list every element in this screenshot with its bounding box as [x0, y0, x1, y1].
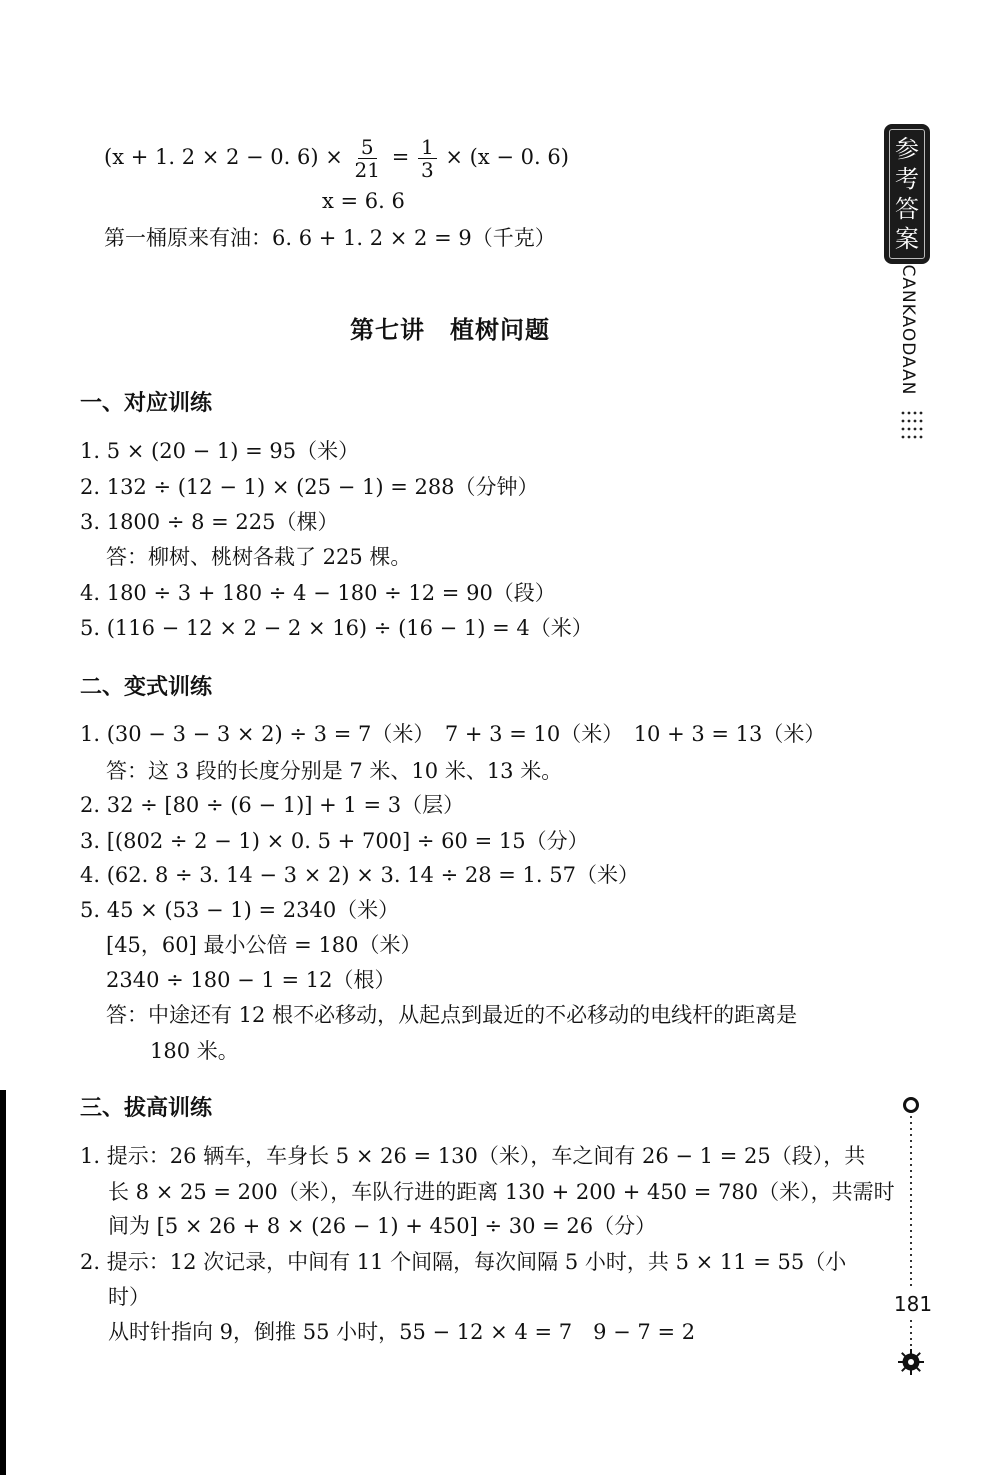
- section-heading-3: 三、拔高训练: [80, 1096, 213, 1121]
- equation-right: × (x − 0. 6): [445, 145, 569, 169]
- answer-line: 1. 5 × (20 − 1) = 95（米）: [80, 439, 360, 463]
- answer-line: 2340 ÷ 180 − 1 = 12（根）: [106, 968, 396, 992]
- dotted-leader-line: [908, 1116, 914, 1286]
- fraction-denominator: 3: [420, 158, 434, 182]
- answer-line: 时）: [108, 1285, 150, 1309]
- tab-char: 参: [895, 135, 919, 163]
- ring-icon: [902, 1096, 920, 1114]
- answer-line: 1. (30 − 3 − 3 × 2) ÷ 3 = 7（米） 7 + 3 = 10（米） 10 + 3 = 13（米）: [80, 722, 826, 746]
- page-number: 181: [893, 1292, 933, 1316]
- tab-char: 案: [895, 225, 919, 253]
- dotted-leader-line: [908, 1320, 914, 1346]
- answer-line: 答：柳树、桃树各栽了 225 棵。: [106, 545, 412, 569]
- equation-line-3: 第一桶原来有油：6. 6 + 1. 2 × 2 = 9（千克）: [104, 226, 556, 250]
- answer-line: 2. 132 ÷ (12 − 1) × (25 − 1) = 288（分钟）: [80, 475, 539, 499]
- answer-line: 4. (62. 8 ÷ 3. 14 − 3 × 2) × 3. 14 ÷ 28 = 1. 57（米）: [80, 863, 639, 887]
- answer-line: 3. [(802 ÷ 2 − 1) × 0. 5 + 700] ÷ 60 = 15（分）: [80, 829, 589, 853]
- chapter-title: 第七讲 植树问题: [350, 316, 550, 344]
- equals-sign: =: [391, 145, 410, 169]
- fraction-5-21: [352, 136, 383, 181]
- answer-line: 2. 提示：12 次记录，中间有 11 个间隔，每次间隔 5 小时，共 5 × 11 = 55（小: [80, 1250, 847, 1274]
- answer-line: 答：这 3 段的长度分别是 7 米、10 米、13 米。: [106, 759, 563, 783]
- sidebar-pinyin-code: CANKAODAAN: [898, 264, 918, 396]
- fraction-1-3: [418, 136, 437, 181]
- section-heading-1: 一、对应训练: [80, 391, 213, 416]
- answer-line: [45，60] 最小公倍 = 180（米）: [106, 933, 422, 957]
- sidebar-dot-grid-icon: [900, 410, 924, 446]
- answer-line: 1. 提示：26 辆车，车身长 5 × 26 = 130（米），车之间有 26 − 1 = 25（段），共: [80, 1144, 866, 1168]
- page-edge-shadow: [0, 1090, 6, 1475]
- answer-line: 长 8 × 25 = 200（米），车队行进的距离 130 + 200 + 450 = 780（米），共需时: [108, 1180, 895, 1204]
- fraction-denominator: 21: [354, 158, 380, 182]
- answer-line: 间为 [5 × 26 + 8 × (26 − 1) + 450] ÷ 30 = 26（分）: [108, 1214, 657, 1238]
- fraction-numerator: 5: [358, 136, 377, 159]
- equation-line-2: x = 6. 6: [322, 189, 405, 213]
- equation-left: (x + 1. 2 × 2 − 0. 6) ×: [104, 145, 343, 169]
- answer-line: 180 米。: [150, 1039, 239, 1063]
- answer-line: 答：中途还有 12 根不必移动，从起点到最近的不必移动的电线杆的距离是: [106, 1003, 798, 1027]
- answer-line: 4. 180 ÷ 3 + 180 ÷ 4 − 180 ÷ 12 = 90（段）: [80, 581, 556, 605]
- fraction-numerator: 1: [418, 136, 437, 159]
- equation-line-1: [104, 136, 569, 181]
- section-heading-2: 二、变式训练: [80, 675, 213, 700]
- sun-ornament-icon: [897, 1348, 925, 1376]
- answer-key-tab: [884, 124, 930, 264]
- answer-line: 5. (116 − 12 × 2 − 2 × 16) ÷ (16 − 1) = 4（米）: [80, 616, 593, 640]
- answer-line: 从时针指向 9，倒推 55 小时，55 − 12 × 4 = 7 9 − 7 = 2: [108, 1320, 696, 1344]
- tab-char: 答: [895, 195, 919, 223]
- answer-line: 5. 45 × (53 − 1) = 2340（米）: [80, 898, 400, 922]
- answer-line: 3. 1800 ÷ 8 = 225（棵）: [80, 510, 339, 534]
- answer-line: 2. 32 ÷ [80 ÷ (6 − 1)] + 1 = 3（层）: [80, 793, 465, 817]
- tab-char: 考: [895, 165, 919, 193]
